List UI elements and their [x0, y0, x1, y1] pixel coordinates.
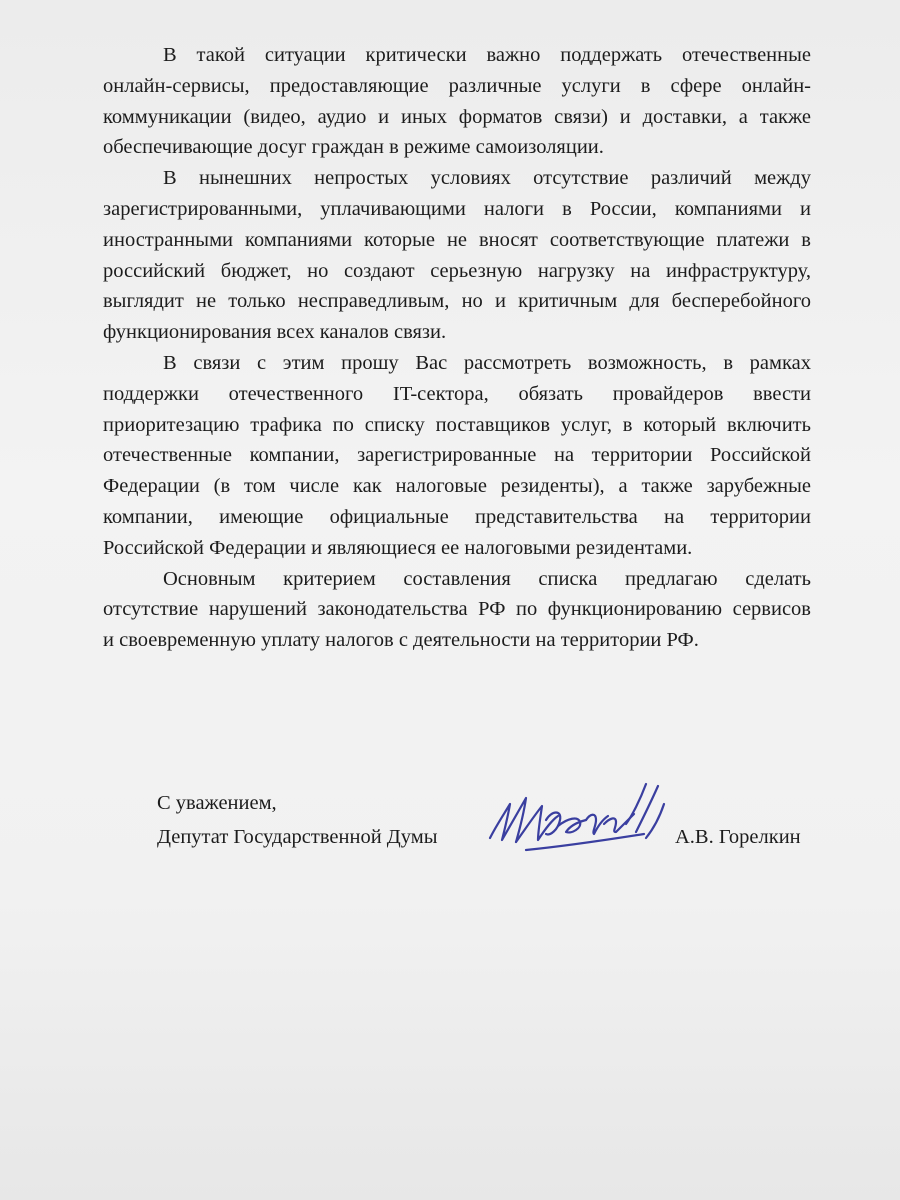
text-line: функционирования всех каналов связи. [103, 321, 447, 344]
text-line: коммуникации (видео, аудио и иных форматов связи) и доставки, а также [103, 105, 811, 128]
paragraph-2 [103, 163, 811, 348]
text-line: отсутствие нарушений законодательства РФ по функционированию сервисов [103, 598, 811, 621]
text-line: зарегистрированными, уплачивающими налоги в России, компаниями и [103, 197, 811, 220]
text-line: и своевременную уплату налогов с деятельности на территории РФ. [103, 629, 699, 652]
text-line: В такой ситуации критически важно поддержать отечественные [163, 44, 811, 66]
text-line: российский бюджет, но создают серьезную нагрузку на инфраструктуру, [103, 259, 811, 282]
text-line: Основным критерием составления списка предлагаю сделать [163, 567, 811, 590]
text-line: онлайн-сервисы, предоставляющие различные услуги в сфере онлайн- [103, 74, 811, 97]
text-line: иностранными компаниями которые не вносят соответствующие платежи в [103, 228, 811, 251]
signer-position: Депутат Государственной Думы [157, 826, 438, 848]
text-line: компании, имеющие официальные представительства на территории [103, 505, 811, 528]
handwritten-signature [486, 776, 671, 876]
signer-name: А.В. Горелкин [675, 826, 801, 848]
text-line: В связи с этим прошу Вас рассмотреть возможность, в рамках [163, 351, 811, 374]
closing-block [157, 786, 438, 854]
paragraph-4 [103, 564, 811, 656]
paragraph-1 [103, 40, 811, 163]
text-line: приоритезацию трафика по списку поставщиков услуг, в который включить [103, 413, 811, 436]
text-line: выглядит не только несправедливым, но и критичным для бесперебойного [103, 290, 811, 313]
text-line: Российской Федерации и являющиеся ее налоговыми резидентами. [103, 536, 693, 559]
salutation: С уважением, [157, 792, 277, 814]
text-line: отечественные компании, зарегистрированные на территории Российской [103, 444, 811, 467]
paragraph-3 [103, 348, 811, 564]
letter-body [103, 40, 811, 656]
text-line: В нынешних непростых условиях отсутствие различий между [163, 167, 811, 190]
text-line: Федерации (в том числе как налоговые резиденты), а также зарубежные [103, 475, 811, 498]
text-line: поддержки отечественного IT-сектора, обязать провайдеров ввести [103, 382, 811, 405]
text-line: обеспечивающие досуг граждан в режиме самоизоляции. [103, 136, 604, 159]
